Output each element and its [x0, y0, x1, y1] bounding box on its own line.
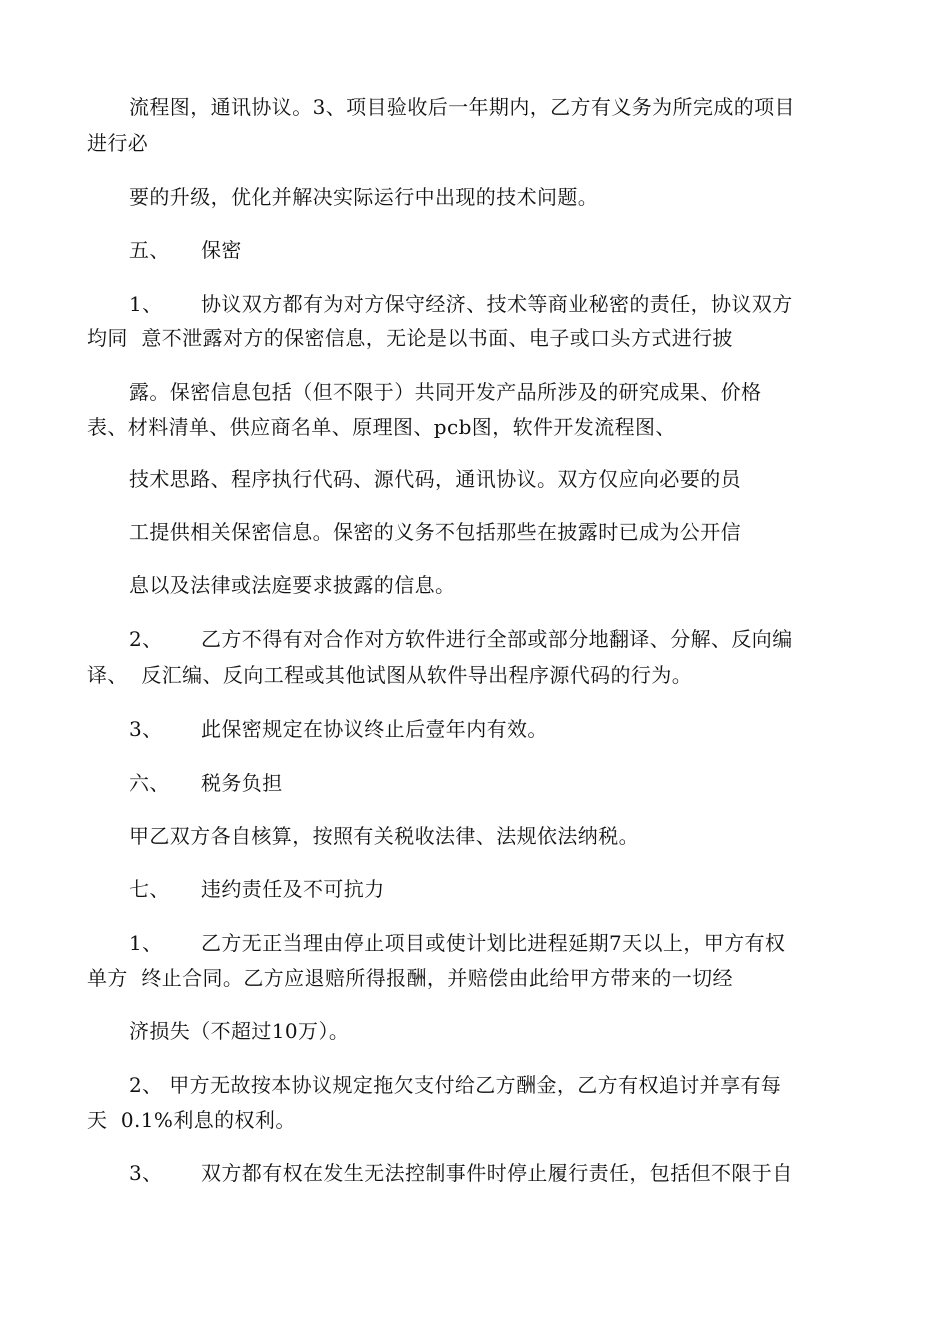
- section-number: 六、: [129, 771, 170, 795]
- paragraph-line: 单方 终止合同。乙方应退赔所得报酬，并赔偿由此给甲方带来的一切经: [87, 966, 733, 990]
- clause-line: [129, 627, 909, 651]
- clause-number: 2、: [129, 627, 163, 651]
- clause-number: 3、: [129, 717, 163, 741]
- section-title: 保密: [201, 238, 242, 262]
- paragraph-line: 译、 反汇编、反向工程或其他试图从软件导出程序源代码的行为。: [87, 663, 693, 687]
- paragraph-line: 进行必: [87, 131, 149, 155]
- section-heading: [129, 238, 909, 262]
- section-title: 违约责任及不可抗力: [201, 877, 385, 901]
- clause-line: [129, 717, 909, 741]
- clause-line: [129, 1161, 909, 1185]
- paragraph-line: 甲乙双方各自核算，按照有关税收法律、法规依法纳税。: [129, 824, 639, 848]
- clause-number: 1、: [129, 292, 163, 316]
- paragraph-line: 均同 意不泄露对方的保密信息，无论是以书面、电子或口头方式进行披: [87, 326, 733, 350]
- clause-text: 乙方无正当理由停止项目或使计划比进程延期7天以上，甲方有权: [201, 931, 786, 955]
- paragraph-line: 露。保密信息包括（但不限于）共同开发产品所涉及的研究成果、价格: [129, 380, 762, 404]
- clause-line: [129, 931, 909, 955]
- clause-number: 3、: [129, 1161, 163, 1185]
- section-heading: [129, 877, 909, 901]
- paragraph-line: 要的升级，优化并解决实际运行中出现的技术问题。: [129, 185, 599, 209]
- paragraph-line: 流程图，通讯协议。3、项目验收后一年期内，乙方有义务为所完成的项目: [129, 95, 795, 119]
- paragraph-line: 2、 甲方无故按本协议规定拖欠支付给乙方酬金，乙方有权追讨并享有每: [129, 1073, 782, 1097]
- clause-text: 乙方不得有对合作对方软件进行全部或部分地翻译、分解、反向编: [201, 627, 793, 651]
- section-title: 税务负担: [201, 771, 283, 795]
- section-number: 七、: [129, 877, 170, 901]
- section-heading: [129, 771, 909, 795]
- clause-text: 此保密规定在协议终止后壹年内有效。: [201, 717, 548, 741]
- paragraph-line: 息以及法律或法庭要求披露的信息。: [129, 573, 456, 597]
- paragraph-line: 表、材料清单、供应商名单、原理图、pcb图，软件开发流程图、: [87, 415, 676, 439]
- paragraph-line: 天 0.1%利息的权利。: [87, 1108, 296, 1132]
- clause-text: 协议双方都有为对方保守经济、技术等商业秘密的责任，协议双方: [201, 292, 793, 316]
- clause-text: 双方都有权在发生无法控制事件时停止履行责任，包括但不限于自: [201, 1161, 793, 1185]
- clause-line: [129, 292, 909, 316]
- paragraph-line: 济损失（不超过10万）。: [129, 1019, 350, 1043]
- paragraph-line: 技术思路、程序执行代码、源代码，通讯协议。双方仅应向必要的员: [129, 467, 741, 491]
- clause-number: 1、: [129, 931, 163, 955]
- section-number: 五、: [129, 238, 170, 262]
- paragraph-line: 工提供相关保密信息。保密的义务不包括那些在披露时已成为公开信: [129, 520, 741, 544]
